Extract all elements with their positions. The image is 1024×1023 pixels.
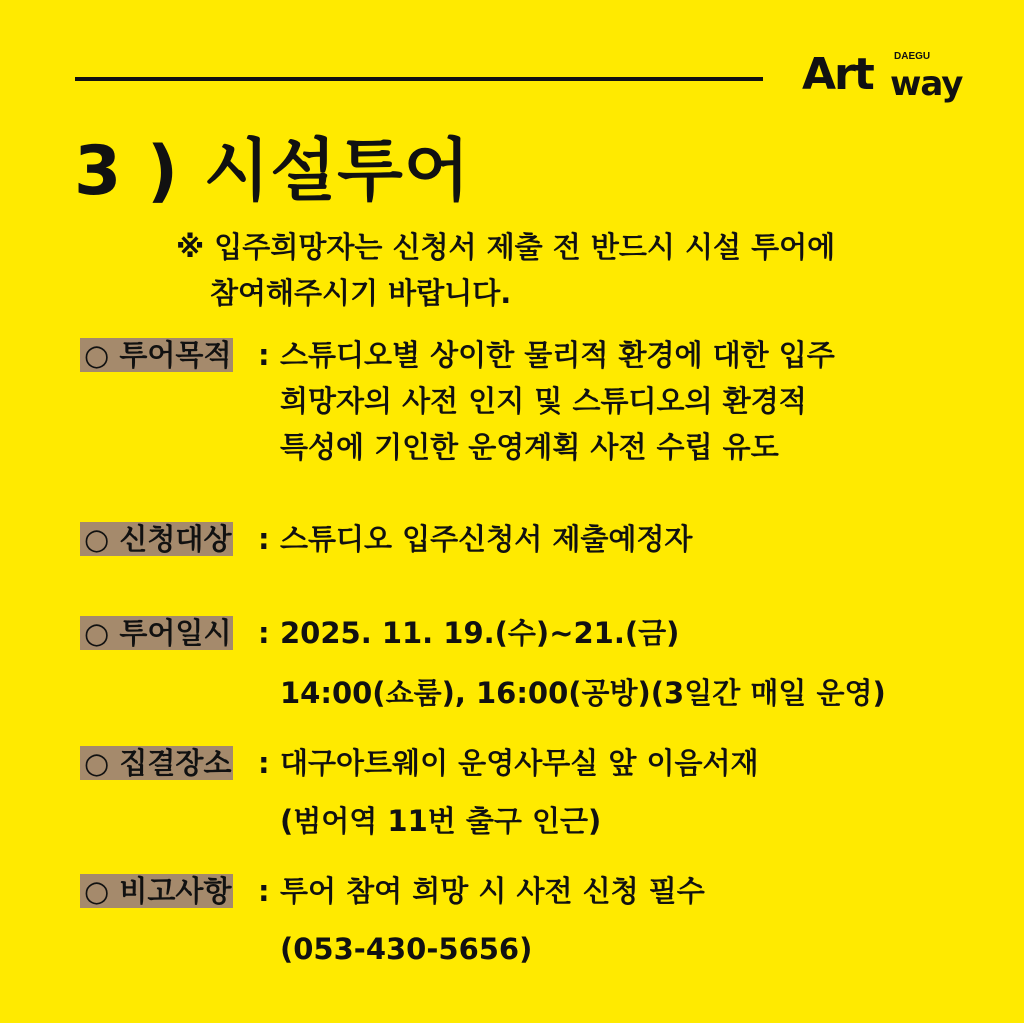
info-item-tour-purpose	[80, 332, 835, 464]
item-colon: :	[258, 338, 270, 372]
item-value-line: 투어 참여 희망 시 사전 신청 필수	[280, 874, 705, 908]
item-colon: :	[258, 522, 270, 556]
item-value	[280, 332, 835, 470]
item-colon: :	[258, 616, 270, 650]
info-item-tour-datetime	[80, 610, 886, 710]
item-value	[280, 610, 886, 716]
logo-way-text: way	[890, 64, 963, 104]
notice-line-1: ※ 입주희망자는 신청서 제출 전 반드시 시설 투어에	[176, 230, 836, 264]
item-value-line: 특성에 기인한 운영계획 사전 수립 유도	[280, 430, 779, 464]
item-value-line: 스튜디오 입주신청서 제출예정자	[280, 522, 693, 556]
item-value-line: (053-430-5656)	[280, 932, 533, 966]
item-label: ○ 투어일시	[80, 616, 233, 650]
page-title: 3 ) 시설투어	[74, 132, 471, 211]
info-item-meeting-place	[80, 740, 759, 838]
item-label: ○ 신청대상	[80, 522, 233, 556]
top-divider-line	[75, 77, 763, 81]
info-item-target	[80, 516, 693, 562]
item-value-line: 희망자의 사전 인지 및 스튜디오의 환경적	[280, 384, 807, 418]
item-value	[280, 740, 759, 844]
artway-logo	[802, 50, 962, 106]
item-label: ○ 비고사항	[80, 874, 233, 908]
logo-daegu-text: DAEGU	[894, 51, 931, 62]
notice-line-2: 참여해주시기 바랍니다.	[210, 276, 512, 310]
item-value-line: 대구아트웨이 운영사무실 앞 이음서재	[280, 746, 759, 780]
item-label: ○ 투어목적	[80, 338, 233, 372]
info-item-remarks	[80, 868, 705, 966]
item-value-line: 14:00(쇼룸), 16:00(공방)(3일간 매일 운영)	[280, 676, 886, 710]
logo-art-text: Art	[802, 49, 873, 100]
item-colon: :	[258, 746, 270, 780]
item-value	[280, 516, 692, 562]
item-value	[280, 868, 705, 972]
item-value-line: (범어역 11번 출구 인근)	[280, 804, 602, 838]
item-colon: :	[258, 874, 270, 908]
item-value-line: 2025. 11. 19.(수)~21.(금)	[280, 616, 680, 650]
item-value-line: 스튜디오별 상이한 물리적 환경에 대한 입주	[280, 338, 835, 372]
item-label: ○ 집결장소	[80, 746, 233, 780]
notice-text	[176, 224, 835, 316]
